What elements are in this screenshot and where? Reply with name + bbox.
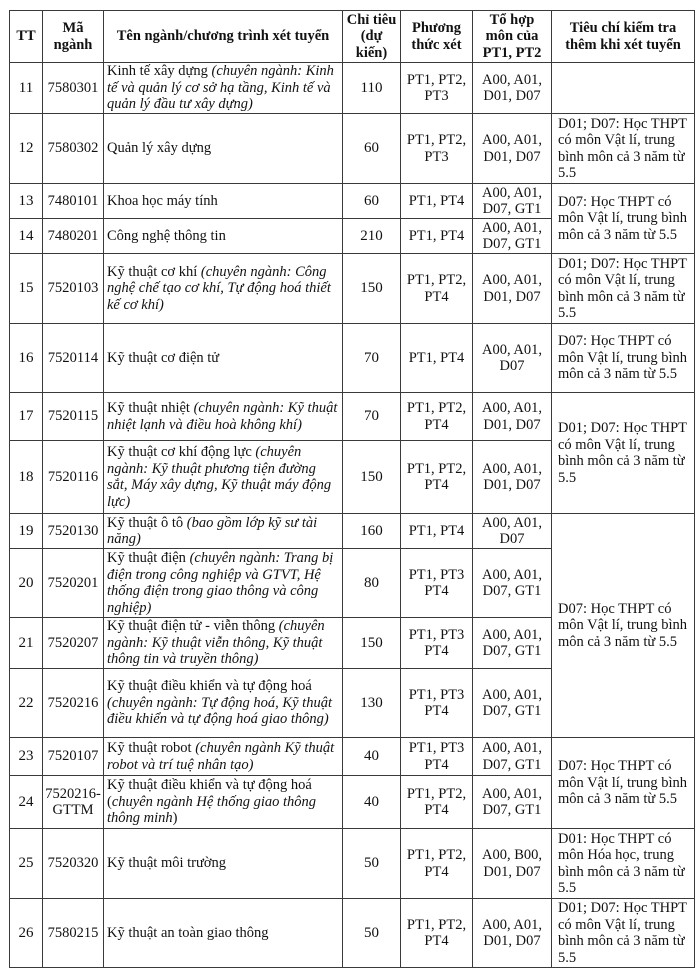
row-ten-nganh <box>104 899 343 968</box>
row-to-hop: A00, A01, D07, GT1 <box>473 549 552 618</box>
row-ten-nganh <box>104 738 343 776</box>
row-chi-tieu: 40 <box>343 776 401 829</box>
program-name: Công nghệ thông tin <box>107 227 226 244</box>
program-name: Kỹ thuật môi trường <box>107 855 227 872</box>
row-tt: 19 <box>10 514 43 549</box>
table-row <box>10 829 695 899</box>
row-chi-tieu: 160 <box>343 514 401 549</box>
header-phuong-thuc: Phương thức xét <box>401 11 473 63</box>
program-name: Kỹ thuật điện tử - viễn thông <box>107 618 276 635</box>
row-chi-tieu: 110 <box>343 63 401 114</box>
row-phuong-thuc: PT1, PT2, PT4 <box>401 776 473 829</box>
program-name: Kỹ thuật cơ khí <box>107 263 198 280</box>
row-tieu-chi: D01; D07: Học THPT có môn Vật lí, trung bình môn cả 3 năm từ 5.5 <box>552 393 695 514</box>
program-name: Kỹ thuật robot <box>107 740 192 756</box>
row-to-hop: A00, A01, D01, D07 <box>473 114 552 184</box>
row-tieu-chi: D01; D07: Học THPT có môn Vật lí, trung bình môn cả 3 năm từ 5.5 <box>552 114 695 184</box>
program-name: Kinh tế xây dựng <box>107 63 208 80</box>
row-ma-nganh: 7520114 <box>43 324 104 393</box>
table-row <box>10 738 695 776</box>
table-row <box>10 63 695 114</box>
row-to-hop: A00, A01, D01, D07 <box>473 441 552 514</box>
row-tt: 26 <box>10 899 43 968</box>
table-header-row <box>10 11 695 63</box>
row-tt: 17 <box>10 393 43 441</box>
program-name: Kỹ thuật an toàn giao thông <box>107 924 269 941</box>
row-ma-nganh: 7520207 <box>43 618 104 669</box>
row-to-hop: A00, A01, D07, GT1 <box>473 618 552 669</box>
row-tieu-chi: D01; D07: Học THPT có môn Vật lí, trung bình môn cả 3 năm từ 5.5 <box>552 899 695 968</box>
row-ma-nganh: 7580215 <box>43 899 104 968</box>
row-ma-nganh: 7580302 <box>43 114 104 184</box>
row-chi-tieu: 70 <box>343 324 401 393</box>
row-chi-tieu: 50 <box>343 899 401 968</box>
row-ten-nganh <box>104 219 343 254</box>
row-tt: 25 <box>10 829 43 899</box>
program-specialization: (chuyên ngành: Công nghệ chế tạo cơ khí, Tự động hoá thiết kế cơ khí) <box>107 263 331 313</box>
row-phuong-thuc: PT1, PT4 <box>401 219 473 254</box>
row-ten-nganh <box>104 393 343 441</box>
header-ma-nganh: Mã ngành <box>43 11 104 63</box>
program-name: Kỹ thuật điều khiển và tự động hoá <box>107 678 312 695</box>
table-body <box>10 63 695 968</box>
row-tt: 16 <box>10 324 43 393</box>
row-to-hop: A00, A01, D07, GT1 <box>473 184 552 219</box>
row-tt: 22 <box>10 669 43 738</box>
header-chi-tieu: Chỉ tiêu (dự kiến) <box>343 11 401 63</box>
table-row <box>10 514 695 549</box>
row-to-hop: A00, B00, D01, D07 <box>473 829 552 899</box>
row-to-hop: A00, A01, D07, GT1 <box>473 776 552 829</box>
program-specialization: (chuyên ngành: Kinh tế và quản lý cơ sở hạ tầng, Kinh tế và quản lý đầu tư xây dựng) <box>107 63 334 113</box>
row-ten-nganh <box>104 63 343 114</box>
row-tieu-chi: D07: Học THPT có môn Vật lí, trung bình môn cả 3 năm từ 5.5 <box>552 514 695 738</box>
row-to-hop: A00, A01, D07 <box>473 324 552 393</box>
program-specialization: (chuyên ngành: Kỹ thuật nhiệt lạnh và điều hoà không khí) <box>107 400 338 433</box>
header-tieu-chi: Tiêu chí kiểm tra thêm khi xét tuyển <box>552 11 695 63</box>
row-chi-tieu: 130 <box>343 669 401 738</box>
row-to-hop: A00, A01, D01, D07 <box>473 63 552 114</box>
row-tieu-chi: D01: Học THPT có môn Hóa học, trung bình môn cả 3 năm từ 5.5 <box>552 829 695 899</box>
row-chi-tieu: 60 <box>343 114 401 184</box>
admission-quota-table <box>9 10 695 968</box>
specialization-paren-close: ) <box>172 810 178 827</box>
row-phuong-thuc: PT1, PT2, PT4 <box>401 829 473 899</box>
row-ma-nganh: 7520216 <box>43 669 104 738</box>
row-ma-nganh: 7520115 <box>43 393 104 441</box>
row-ma-nganh: 7520103 <box>43 254 104 324</box>
row-tt: 21 <box>10 618 43 669</box>
row-ma-nganh: 7520320 <box>43 829 104 899</box>
table-row <box>10 184 695 219</box>
program-specialization: (chuyên ngành: Kỹ thuật viễn thông, Kỹ thuật thông tin và truyền thông) <box>107 618 325 668</box>
header-to-hop: Tổ hợp môn của PT1, PT2 <box>473 11 552 63</box>
row-ma-nganh: 7520201 <box>43 549 104 618</box>
row-tt: 23 <box>10 738 43 776</box>
row-phuong-thuc: PT1, PT3 PT4 <box>401 738 473 776</box>
row-to-hop: A00, A01, D01, D07 <box>473 899 552 968</box>
row-chi-tieu: 60 <box>343 184 401 219</box>
row-ten-nganh <box>104 618 343 669</box>
table-row <box>10 393 695 441</box>
row-phuong-thuc: PT1, PT4 <box>401 184 473 219</box>
row-to-hop: A00, A01, D01, D07 <box>473 254 552 324</box>
row-ma-nganh: 7480201 <box>43 219 104 254</box>
row-phuong-thuc: PT1, PT2, PT4 <box>401 899 473 968</box>
row-chi-tieu: 150 <box>343 441 401 514</box>
row-ma-nganh: 7480101 <box>43 184 104 219</box>
row-ma-nganh: 7520216-GTTM <box>43 776 104 829</box>
row-phuong-thuc: PT1, PT3 PT4 <box>401 618 473 669</box>
row-tt: 14 <box>10 219 43 254</box>
row-ten-nganh <box>104 829 343 899</box>
specialization-paren-open: ( <box>107 793 112 810</box>
program-specialization: (chuyên ngành: Kỹ thuật phương tiện đường sắt, Máy xây dựng, Kỹ thuật máy động lực) <box>107 444 332 510</box>
row-tt: 11 <box>10 63 43 114</box>
table-row <box>10 324 695 393</box>
row-ten-nganh <box>104 441 343 514</box>
row-ten-nganh <box>104 669 343 738</box>
row-tt: 13 <box>10 184 43 219</box>
row-tieu-chi <box>552 63 695 114</box>
row-to-hop: A00, A01, D07 <box>473 514 552 549</box>
row-ten-nganh <box>104 776 343 829</box>
row-tieu-chi: D01; D07: Học THPT có môn Vật lí, trung bình môn cả 3 năm từ 5.5 <box>552 254 695 324</box>
row-phuong-thuc: PT1, PT3 PT4 <box>401 669 473 738</box>
program-name: Quản lý xây dựng <box>107 140 212 157</box>
program-specialization: (chuyên ngành Kỹ thuật robot và trí tuệ nhân tạo) <box>107 740 335 773</box>
row-chi-tieu: 210 <box>343 219 401 254</box>
row-phuong-thuc: PT1, PT2, PT4 <box>401 441 473 514</box>
program-specialization: chuyên ngành Hệ thống giao thông thông minh <box>107 793 317 827</box>
program-name: Kỹ thuật điện <box>107 550 186 566</box>
header-ten-nganh: Tên ngành/chương trình xét tuyển <box>104 11 343 63</box>
row-tt: 15 <box>10 254 43 324</box>
row-to-hop: A00, A01, D07, GT1 <box>473 669 552 738</box>
row-ma-nganh: 7520107 <box>43 738 104 776</box>
row-to-hop: A00, A01, D07, GT1 <box>473 219 552 254</box>
row-ten-nganh <box>104 254 343 324</box>
row-tieu-chi: D07: Học THPT có môn Vật lí, trung bình môn cả 3 năm từ 5.5 <box>552 738 695 829</box>
program-specialization: (chuyên ngành: Tự động hoá, Kỹ thuật điều khiển và tự động hoá giao thông) <box>107 694 332 728</box>
row-ten-nganh <box>104 184 343 219</box>
table-row <box>10 899 695 968</box>
program-name: Khoa học máy tính <box>107 192 218 209</box>
program-name: Kỹ thuật cơ khí động lực <box>107 444 252 460</box>
row-to-hop: A00, A01, D07, GT1 <box>473 738 552 776</box>
row-ten-nganh <box>104 549 343 618</box>
program-specialization: (bao gồm lớp kỹ sư tài năng) <box>107 514 318 547</box>
row-tieu-chi: D07: Học THPT có môn Vật lí, trung bình môn cả 3 năm từ 5.5 <box>552 184 695 254</box>
row-phuong-thuc: PT1, PT2, PT3 <box>401 114 473 184</box>
row-chi-tieu: 40 <box>343 738 401 776</box>
program-name: Kỹ thuật nhiệt <box>107 400 190 416</box>
row-ma-nganh: 7580301 <box>43 63 104 114</box>
row-phuong-thuc: PT1, PT4 <box>401 324 473 393</box>
row-phuong-thuc: PT1, PT4 <box>401 514 473 549</box>
row-chi-tieu: 150 <box>343 618 401 669</box>
row-chi-tieu: 150 <box>343 254 401 324</box>
row-chi-tieu: 50 <box>343 829 401 899</box>
row-phuong-thuc: PT1, PT2, PT4 <box>401 254 473 324</box>
row-tieu-chi: D07: Học THPT có môn Vật lí, trung bình môn cả 3 năm từ 5.5 <box>552 324 695 393</box>
table-row <box>10 254 695 324</box>
program-specialization: (chuyên ngành: Trang bị điện trong công nghiệp và GTVT, Hệ thống điện trong giao thông và công nghiệp) <box>107 550 334 616</box>
row-ten-nganh <box>104 514 343 549</box>
header-tt: TT <box>10 11 43 63</box>
row-phuong-thuc: PT1, PT2, PT4 <box>401 393 473 441</box>
row-chi-tieu: 80 <box>343 549 401 618</box>
row-tt: 24 <box>10 776 43 829</box>
row-tt: 12 <box>10 114 43 184</box>
row-ten-nganh <box>104 324 343 393</box>
row-tt: 20 <box>10 549 43 618</box>
program-name: Kỹ thuật điều khiển và tự động hoá <box>107 777 312 794</box>
program-name: Kỹ thuật ô tô <box>107 514 184 531</box>
row-tt: 18 <box>10 441 43 514</box>
row-chi-tieu: 70 <box>343 393 401 441</box>
row-ma-nganh: 7520116 <box>43 441 104 514</box>
row-phuong-thuc: PT1, PT2, PT3 <box>401 63 473 114</box>
row-phuong-thuc: PT1, PT3 PT4 <box>401 549 473 618</box>
row-to-hop: A00, A01, D01, D07 <box>473 393 552 441</box>
row-ten-nganh <box>104 114 343 184</box>
row-ma-nganh: 7520130 <box>43 514 104 549</box>
table-row <box>10 114 695 184</box>
program-name: Kỹ thuật cơ điện tử <box>107 349 220 366</box>
